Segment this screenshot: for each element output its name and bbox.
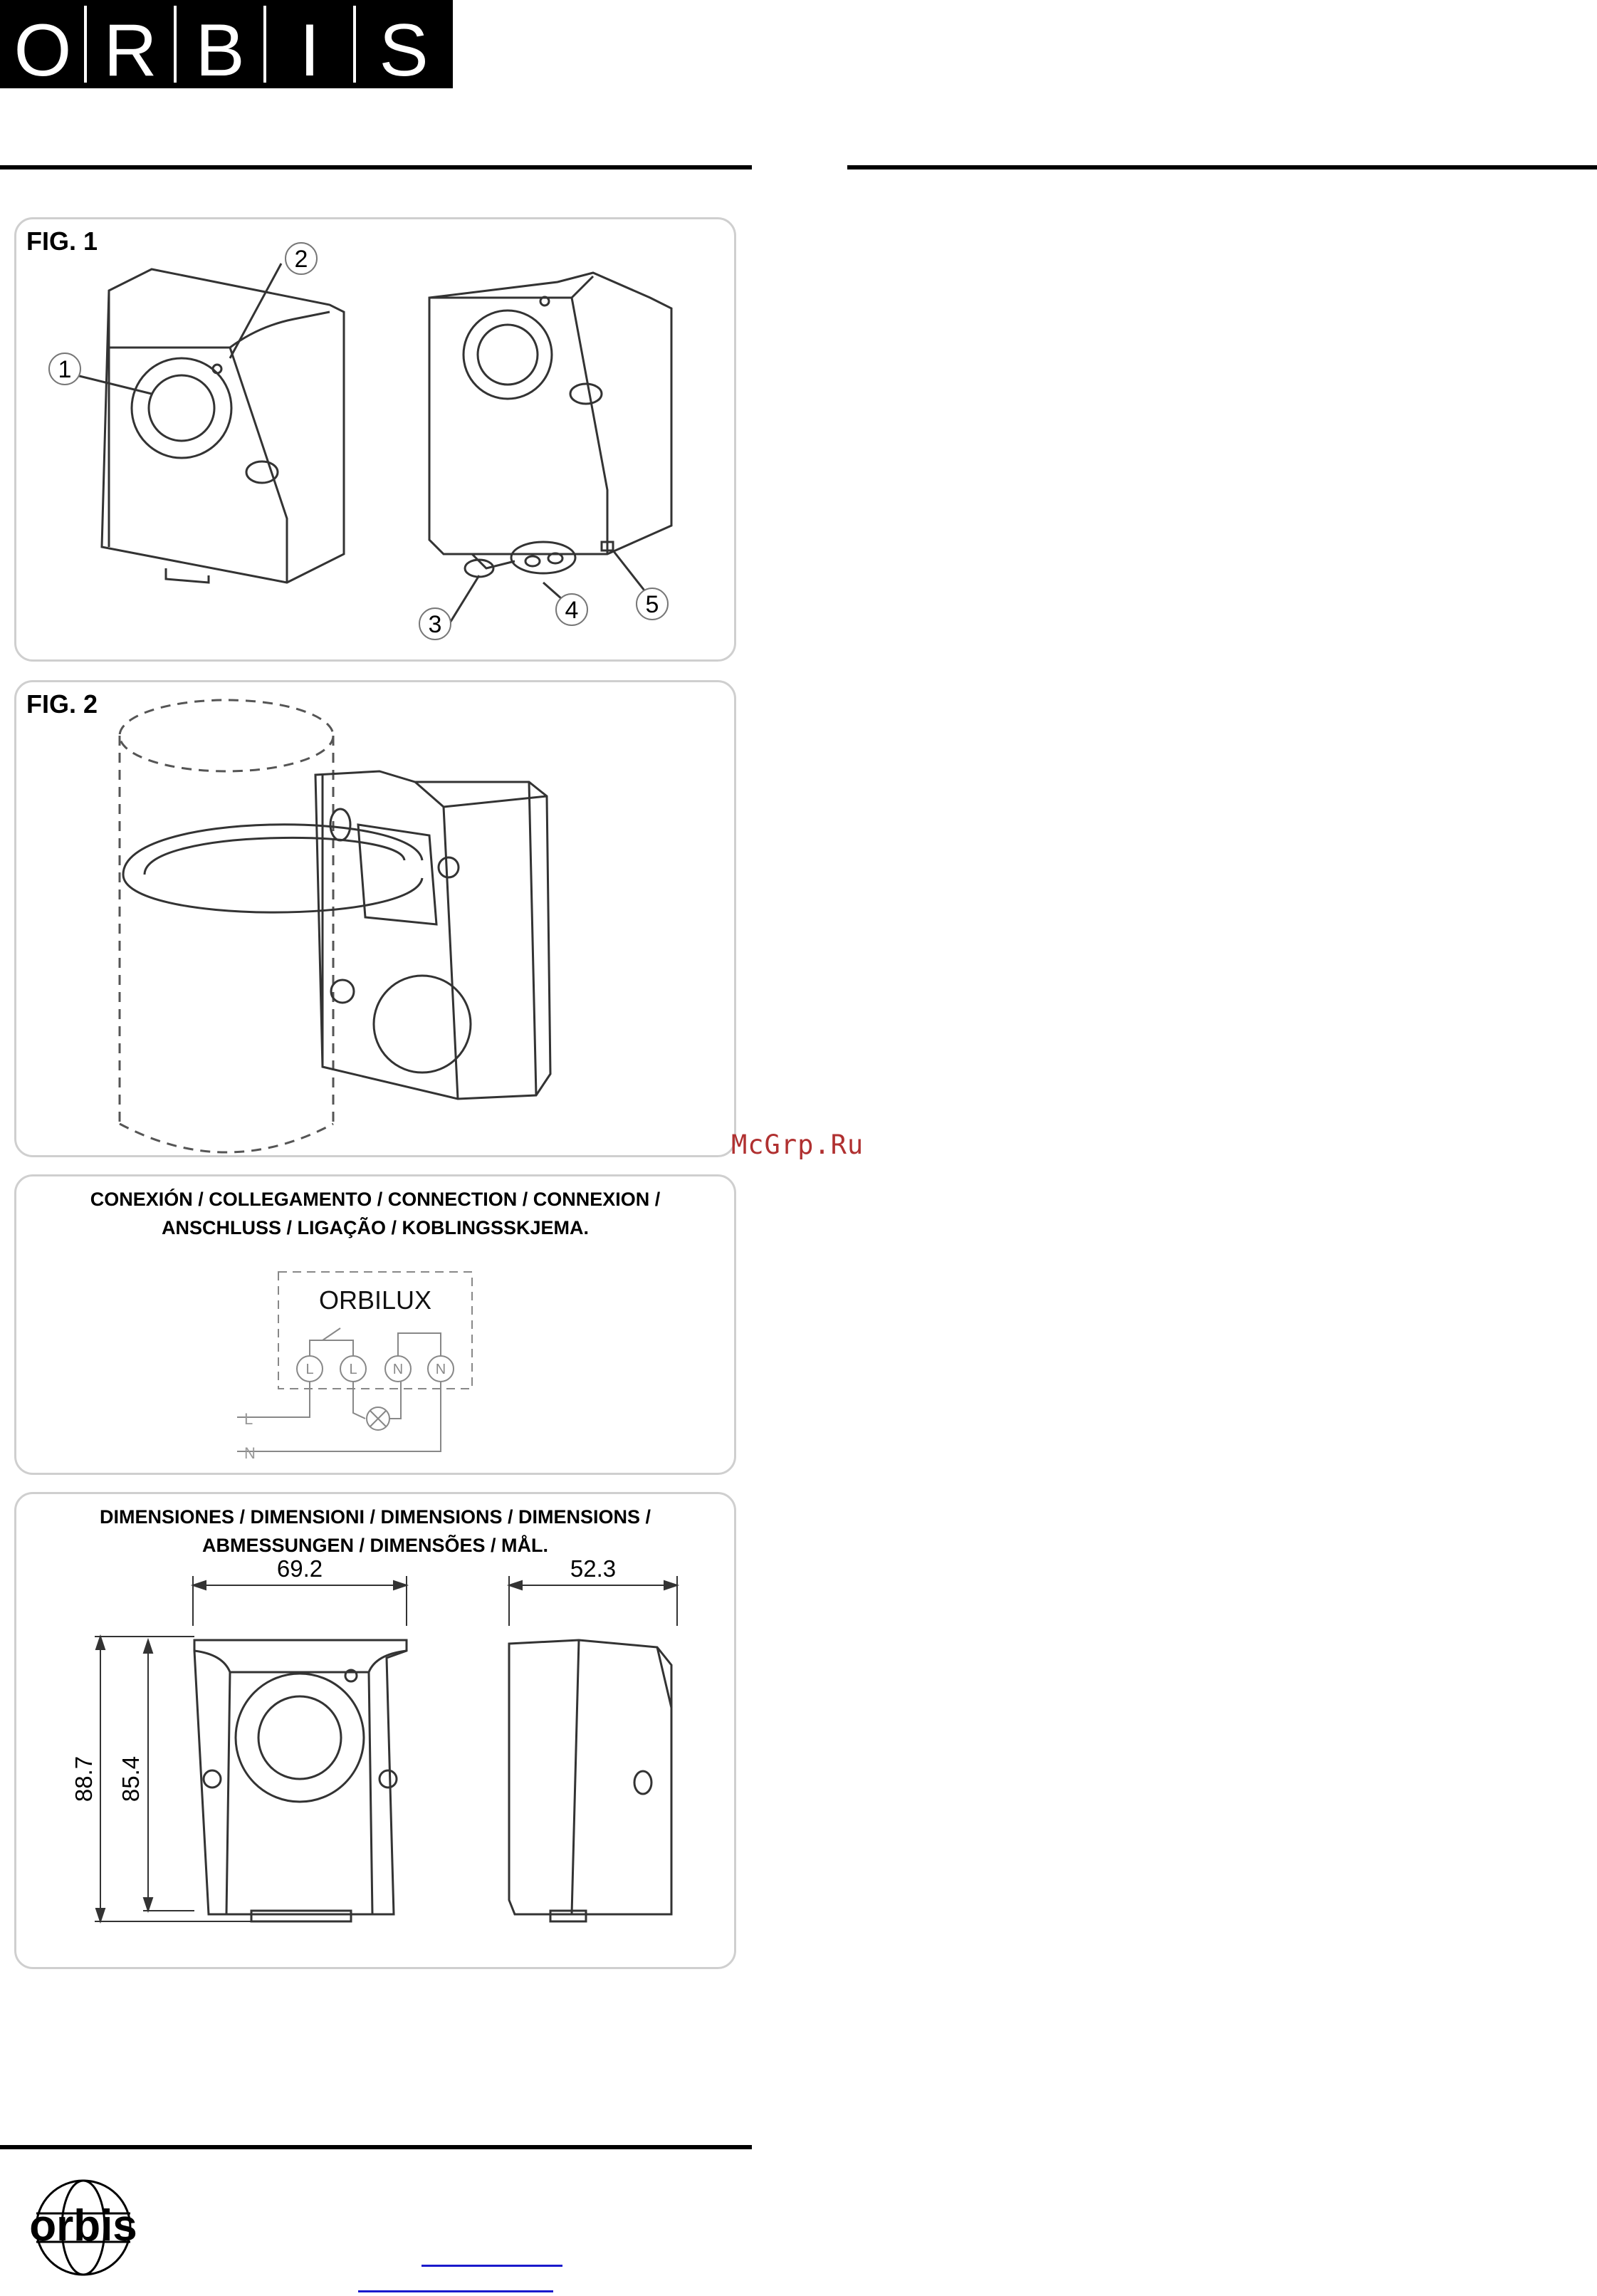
- footer-rule: [0, 2145, 752, 2149]
- dimension-width: 69.2: [276, 1555, 323, 1582]
- dimensions-drawing: [16, 1494, 734, 1967]
- connection-title-line2: ANSCHLUSS / LIGAÇÃO / KOBLINGSSKJEMA.: [161, 1217, 590, 1238]
- dimensions-panel: [14, 1492, 736, 1969]
- dimension-height-body: 85.4: [117, 1755, 144, 1802]
- line-n-label: N: [244, 1444, 256, 1462]
- footer-logo-text: orbis: [29, 2201, 137, 2250]
- dimensions-title-line1: DIMENSIONES / DIMENSIONI / DIMENSIONS / DIMENSIONS /: [99, 1506, 651, 1528]
- callout-3: 3: [428, 611, 442, 638]
- fig1-drawing: [16, 219, 734, 659]
- fig1-panel: [14, 217, 736, 662]
- fig1-label: FIG. 1: [26, 226, 98, 256]
- orbilux-label: ORBILUX: [318, 1285, 432, 1315]
- callout-4: 4: [565, 597, 579, 624]
- logo-letter-i: I: [299, 9, 320, 88]
- terminal-2-label: L: [349, 1362, 357, 1377]
- callout-5: 5: [645, 591, 659, 618]
- footer-logo: [16, 2171, 151, 2285]
- line-l-label: L: [244, 1410, 253, 1428]
- logo-letter-s: S: [379, 9, 429, 88]
- logo-letter-r: R: [103, 9, 157, 88]
- terminal-1-label: L: [305, 1362, 314, 1377]
- watermark: McGrp.Ru: [731, 1129, 864, 1160]
- logo-letter-b: B: [195, 9, 245, 88]
- connection-diagram: [16, 1176, 734, 1473]
- footer-link-1[interactable]: [421, 2265, 562, 2267]
- orbis-logo-letters: [0, 0, 453, 88]
- dimension-depth: 52.3: [570, 1555, 617, 1582]
- connection-panel: [14, 1174, 736, 1475]
- header-rule-left: [0, 165, 752, 169]
- header-rule-right: [847, 165, 1597, 169]
- globe-icon: [16, 2171, 151, 2285]
- connection-title-line1: CONEXIÓN / COLLEGAMENTO / CONNECTION / CONNEXION /: [90, 1189, 661, 1210]
- logo-letter-o: O: [14, 9, 72, 88]
- footer-link-2[interactable]: [358, 2290, 553, 2292]
- terminal-3-label: N: [392, 1362, 404, 1377]
- fig2-drawing: [16, 682, 734, 1155]
- fig2-panel: [14, 680, 736, 1157]
- terminal-4-label: N: [435, 1362, 446, 1377]
- dimensions-title-line2: ABMESSUNGEN / DIMENSÕES / MÅL.: [201, 1535, 549, 1556]
- dimension-height-total: 88.7: [70, 1755, 97, 1802]
- fig2-label: FIG. 2: [26, 689, 98, 719]
- orbis-logo: [0, 0, 453, 88]
- callout-1: 1: [58, 356, 72, 383]
- callout-2: 2: [294, 246, 308, 273]
